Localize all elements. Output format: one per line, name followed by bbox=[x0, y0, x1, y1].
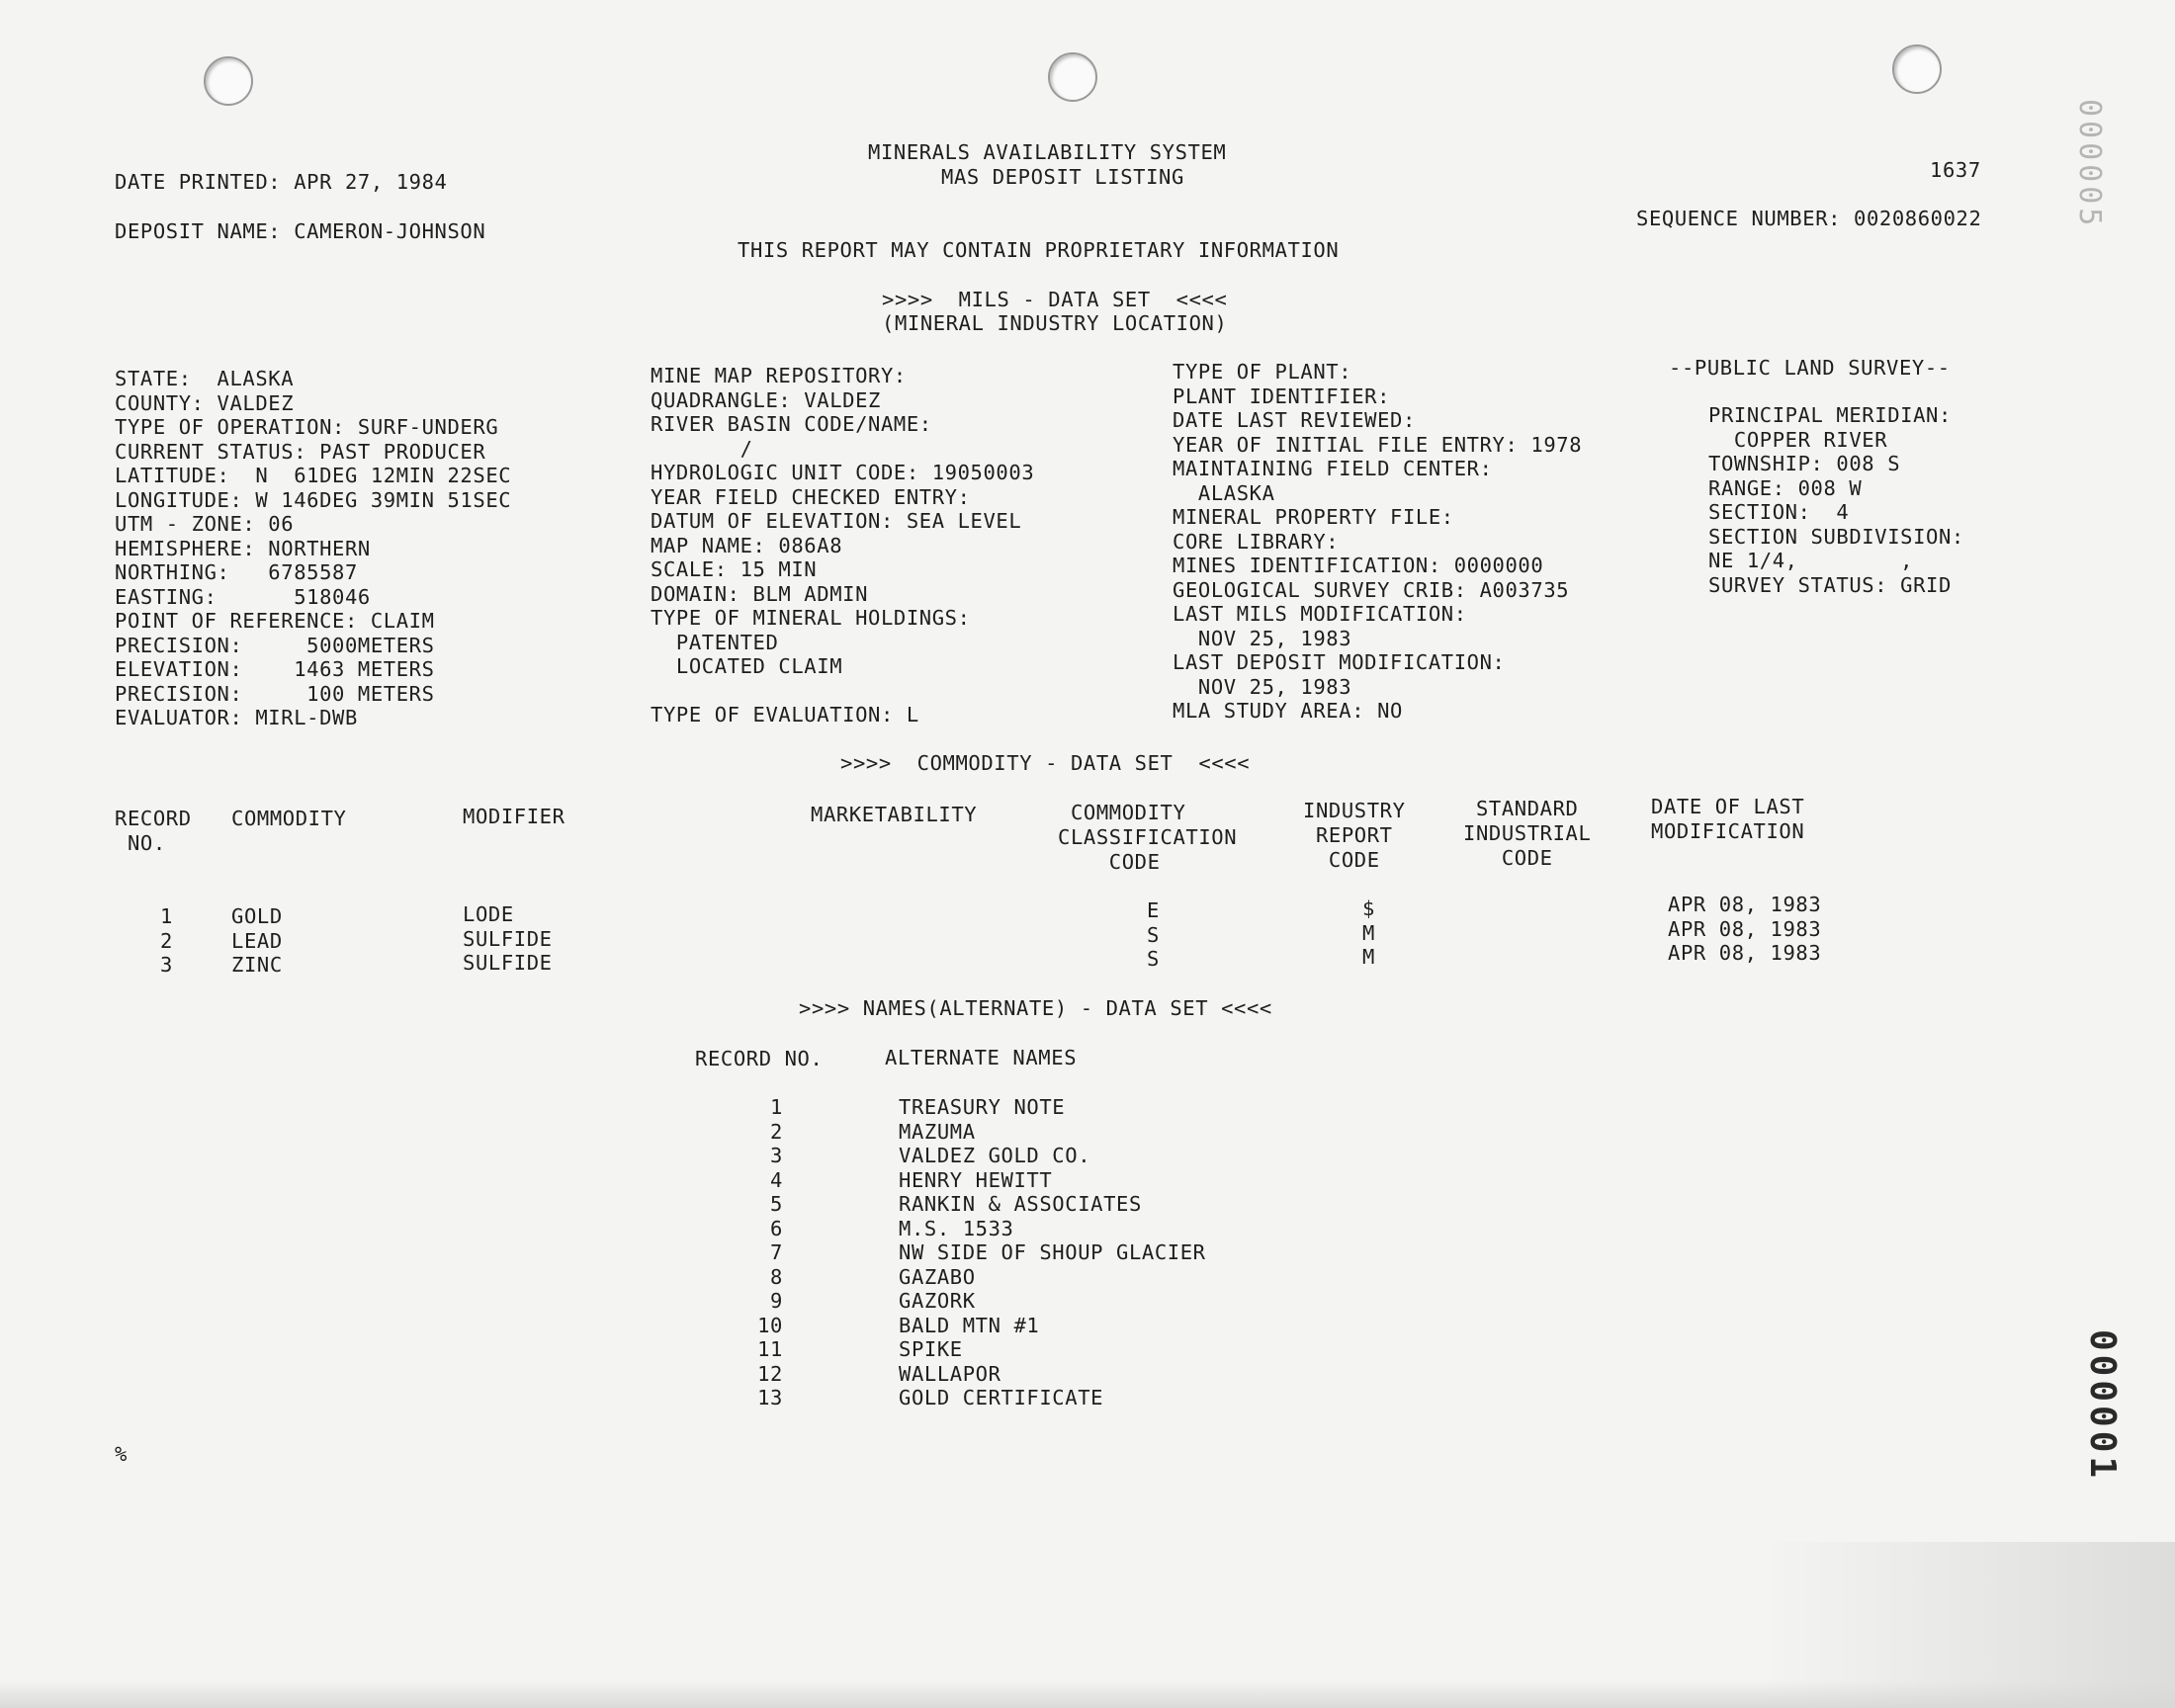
mils-field: LAST DEPOSIT MODIFICATION: bbox=[1173, 650, 1506, 674]
list-item-no: 2 bbox=[770, 1119, 783, 1144]
frame-number-stamp-top: 000005 bbox=[2072, 99, 2107, 230]
page-bottom-edge bbox=[0, 1680, 2175, 1708]
plss-field: SECTION: 4 bbox=[1708, 500, 1850, 524]
mils-field: DATUM OF ELEVATION: SEA LEVEL bbox=[651, 509, 1022, 533]
mils-field: EASTING: 518046 bbox=[115, 584, 371, 609]
col-header-date-modified: DATE OF LAST MODIFICATION bbox=[1651, 795, 1805, 843]
list-item-name: SPIKE bbox=[899, 1337, 963, 1361]
list-item-no: 13 bbox=[757, 1386, 783, 1409]
col-header-industry-report: INDUSTRY REPORT CODE bbox=[1303, 799, 1406, 872]
classification-code: S bbox=[1147, 923, 1160, 947]
mils-field: LONGITUDE: W 146DEG 39MIN 51SEC bbox=[115, 487, 512, 512]
mils-field: HEMISPHERE: NORTHERN bbox=[115, 536, 371, 560]
list-item-name: TREASURY NOTE bbox=[899, 1095, 1066, 1119]
plss-field: PRINCIPAL MERIDIAN: bbox=[1708, 403, 1952, 427]
mils-field: COUNTY: VALDEZ bbox=[115, 390, 295, 415]
col-header-record: RECORD NO. bbox=[115, 807, 192, 855]
plss-field: SURVEY STATUS: GRID bbox=[1708, 572, 1952, 597]
binder-hole-center bbox=[1048, 52, 1097, 102]
list-item-name: WALLAPOR bbox=[899, 1361, 1001, 1386]
mils-field: EVALUATOR: MIRL-DWB bbox=[115, 706, 358, 729]
page-number: 1637 bbox=[1930, 158, 1981, 182]
plss-field: RANGE: 008 W bbox=[1708, 475, 1863, 500]
mils-field: NOV 25, 1983 bbox=[1173, 674, 1352, 699]
mils-field: TYPE OF MINERAL HOLDINGS: bbox=[651, 606, 971, 630]
modification-date: APR 08, 1983 bbox=[1668, 917, 1822, 941]
mils-field: YEAR FIELD CHECKED ENTRY: bbox=[651, 484, 971, 509]
mils-field: MAP NAME: 086A8 bbox=[651, 533, 843, 557]
modification-date: APR 08, 1983 bbox=[1668, 893, 1822, 916]
record-no: 1 bbox=[160, 904, 173, 928]
mils-field: NOV 25, 1983 bbox=[1173, 626, 1352, 650]
names-header-record: RECORD NO. bbox=[695, 1047, 824, 1070]
list-item-no: 5 bbox=[770, 1192, 783, 1216]
frame-number-stamp-bottom: 000001 bbox=[2082, 1329, 2123, 1483]
mils-field: SCALE: 15 MIN bbox=[651, 557, 818, 581]
industry-report-code: $ bbox=[1362, 897, 1375, 920]
list-item-name: BALD MTN #1 bbox=[899, 1313, 1040, 1337]
list-item-name: GAZABO bbox=[899, 1264, 976, 1289]
plss-field: SECTION SUBDIVISION: bbox=[1708, 524, 1964, 549]
classification-code: S bbox=[1147, 947, 1160, 971]
col-header-modifier: MODIFIER bbox=[463, 805, 566, 828]
mils-field: PLANT IDENTIFIER: bbox=[1173, 384, 1391, 408]
col-header-classification: COMMODITY CLASSIFICATION CODE bbox=[1058, 801, 1238, 874]
col-header-marketability: MARKETABILITY bbox=[811, 803, 978, 826]
industry-report-code: M bbox=[1362, 921, 1375, 945]
public-land-survey-title: --PUBLIC LAND SURVEY-- bbox=[1669, 356, 1951, 380]
industry-report-code: M bbox=[1362, 945, 1375, 969]
mils-field: PRECISION: 5000METERS bbox=[115, 633, 435, 657]
plss-field: NE 1/4, , bbox=[1708, 549, 1914, 572]
list-item-name: GAZORK bbox=[899, 1289, 976, 1313]
mils-field: LATITUDE: N 61DEG 12MIN 22SEC bbox=[115, 464, 512, 487]
list-item-no: 4 bbox=[770, 1167, 783, 1192]
mils-field: POINT OF REFERENCE: CLAIM bbox=[115, 609, 435, 633]
list-item-no: 10 bbox=[757, 1313, 783, 1337]
list-item-no: 8 bbox=[770, 1264, 783, 1289]
system-title: MINERALS AVAILABILITY SYSTEM bbox=[868, 140, 1227, 164]
list-item-name: RANKIN & ASSOCIATES bbox=[899, 1192, 1142, 1216]
mils-field: GEOLOGICAL SURVEY CRIB: A003735 bbox=[1173, 577, 1570, 602]
mils-field: PATENTED bbox=[651, 630, 779, 654]
mils-field: STATE: ALASKA bbox=[115, 367, 295, 390]
names-header-alternate: ALTERNATE NAMES bbox=[885, 1046, 1078, 1069]
mils-field: MINE MAP REPOSITORY: bbox=[651, 364, 907, 387]
mils-section-title: >>>> MILS - DATA SET <<<< bbox=[882, 288, 1228, 311]
binder-hole-left bbox=[204, 56, 253, 106]
mils-field: QUADRANGLE: VALDEZ bbox=[651, 387, 881, 412]
commodity-name: GOLD bbox=[231, 904, 283, 928]
commodity-section-title: >>>> COMMODITY - DATA SET <<<< bbox=[840, 751, 1251, 775]
listing-title: MAS DEPOSIT LISTING bbox=[941, 165, 1184, 189]
mils-section-subtitle: (MINERAL INDUSTRY LOCATION) bbox=[882, 311, 1228, 335]
mils-field: MINES IDENTIFICATION: 0000000 bbox=[1173, 554, 1544, 577]
date-printed: DATE PRINTED: APR 27, 1984 bbox=[115, 170, 448, 194]
mils-field: RIVER BASIN CODE/NAME: bbox=[651, 412, 932, 436]
mils-field: MLA STUDY AREA: NO bbox=[1173, 699, 1403, 723]
modifier: SULFIDE bbox=[463, 927, 553, 951]
sequence-number: SEQUENCE NUMBER: 0020860022 bbox=[1636, 207, 1982, 230]
mils-field: PRECISION: 100 METERS bbox=[115, 681, 435, 706]
names-section-title: >>>> NAMES(ALTERNATE) - DATA SET <<<< bbox=[799, 996, 1272, 1020]
list-item-no: 1 bbox=[770, 1095, 783, 1119]
mils-field: TYPE OF EVALUATION: L bbox=[651, 703, 919, 726]
mils-field: MAINTAINING FIELD CENTER: bbox=[1173, 457, 1493, 480]
list-item-name: HENRY HEWITT bbox=[899, 1167, 1053, 1192]
commodity-name: ZINC bbox=[231, 953, 283, 977]
mils-field: CORE LIBRARY: bbox=[1173, 529, 1340, 554]
record-no: 3 bbox=[160, 953, 173, 977]
record-no: 2 bbox=[160, 929, 173, 953]
mils-field: NORTHING: 6785587 bbox=[115, 560, 358, 584]
mils-field: DATE LAST REVIEWED: bbox=[1173, 408, 1416, 432]
mils-field: CURRENT STATUS: PAST PRODUCER bbox=[115, 439, 486, 464]
mils-field: HYDROLOGIC UNIT CODE: 19050003 bbox=[651, 461, 1035, 484]
list-item-name: M.S. 1533 bbox=[899, 1216, 1014, 1240]
deposit-name: DEPOSIT NAME: CAMERON-JOHNSON bbox=[115, 219, 486, 243]
mils-field: UTM - ZONE: 06 bbox=[115, 512, 295, 536]
mils-field: LOCATED CLAIM bbox=[651, 654, 843, 678]
list-item-name: GOLD CERTIFICATE bbox=[899, 1386, 1104, 1409]
mils-field: / bbox=[651, 436, 753, 461]
list-item-no: 6 bbox=[770, 1216, 783, 1240]
list-item-no: 9 bbox=[770, 1289, 783, 1313]
proprietary-notice: THIS REPORT MAY CONTAIN PROPRIETARY INFORMATION bbox=[738, 238, 1340, 262]
list-item-name: MAZUMA bbox=[899, 1119, 976, 1144]
mils-field: ALASKA bbox=[1173, 480, 1275, 505]
modifier: SULFIDE bbox=[463, 951, 553, 975]
mils-field: TYPE OF PLANT: bbox=[1173, 360, 1352, 384]
list-item-name: VALDEZ GOLD CO. bbox=[899, 1144, 1091, 1167]
list-item-no: 12 bbox=[757, 1361, 783, 1386]
list-item-no: 3 bbox=[770, 1144, 783, 1167]
list-item-no: 7 bbox=[770, 1240, 783, 1264]
plss-field: COPPER RIVER bbox=[1708, 427, 1888, 452]
mils-field: TYPE OF OPERATION: SURF-UNDERG bbox=[115, 415, 499, 439]
col-header-commodity: COMMODITY bbox=[231, 807, 347, 830]
mils-field: ELEVATION: 1463 METERS bbox=[115, 657, 435, 681]
classification-code: E bbox=[1147, 898, 1160, 922]
modifier: LODE bbox=[463, 902, 514, 926]
list-item-name: NW SIDE OF SHOUP GLACIER bbox=[899, 1240, 1206, 1264]
mils-field: LAST MILS MODIFICATION: bbox=[1173, 602, 1467, 626]
plss-field: TOWNSHIP: 008 S bbox=[1708, 452, 1901, 475]
mils-field: YEAR OF INITIAL FILE ENTRY: 1978 bbox=[1173, 432, 1583, 457]
footer-mark: % bbox=[115, 1442, 128, 1466]
mils-field: DOMAIN: BLM ADMIN bbox=[651, 581, 869, 606]
mils-field: MINERAL PROPERTY FILE: bbox=[1173, 505, 1454, 529]
list-item-no: 11 bbox=[757, 1337, 783, 1361]
binder-hole-right bbox=[1892, 44, 1942, 94]
commodity-name: LEAD bbox=[231, 929, 283, 953]
col-header-standard-industrial: STANDARD INDUSTRIAL CODE bbox=[1463, 797, 1592, 870]
modification-date: APR 08, 1983 bbox=[1668, 941, 1822, 965]
